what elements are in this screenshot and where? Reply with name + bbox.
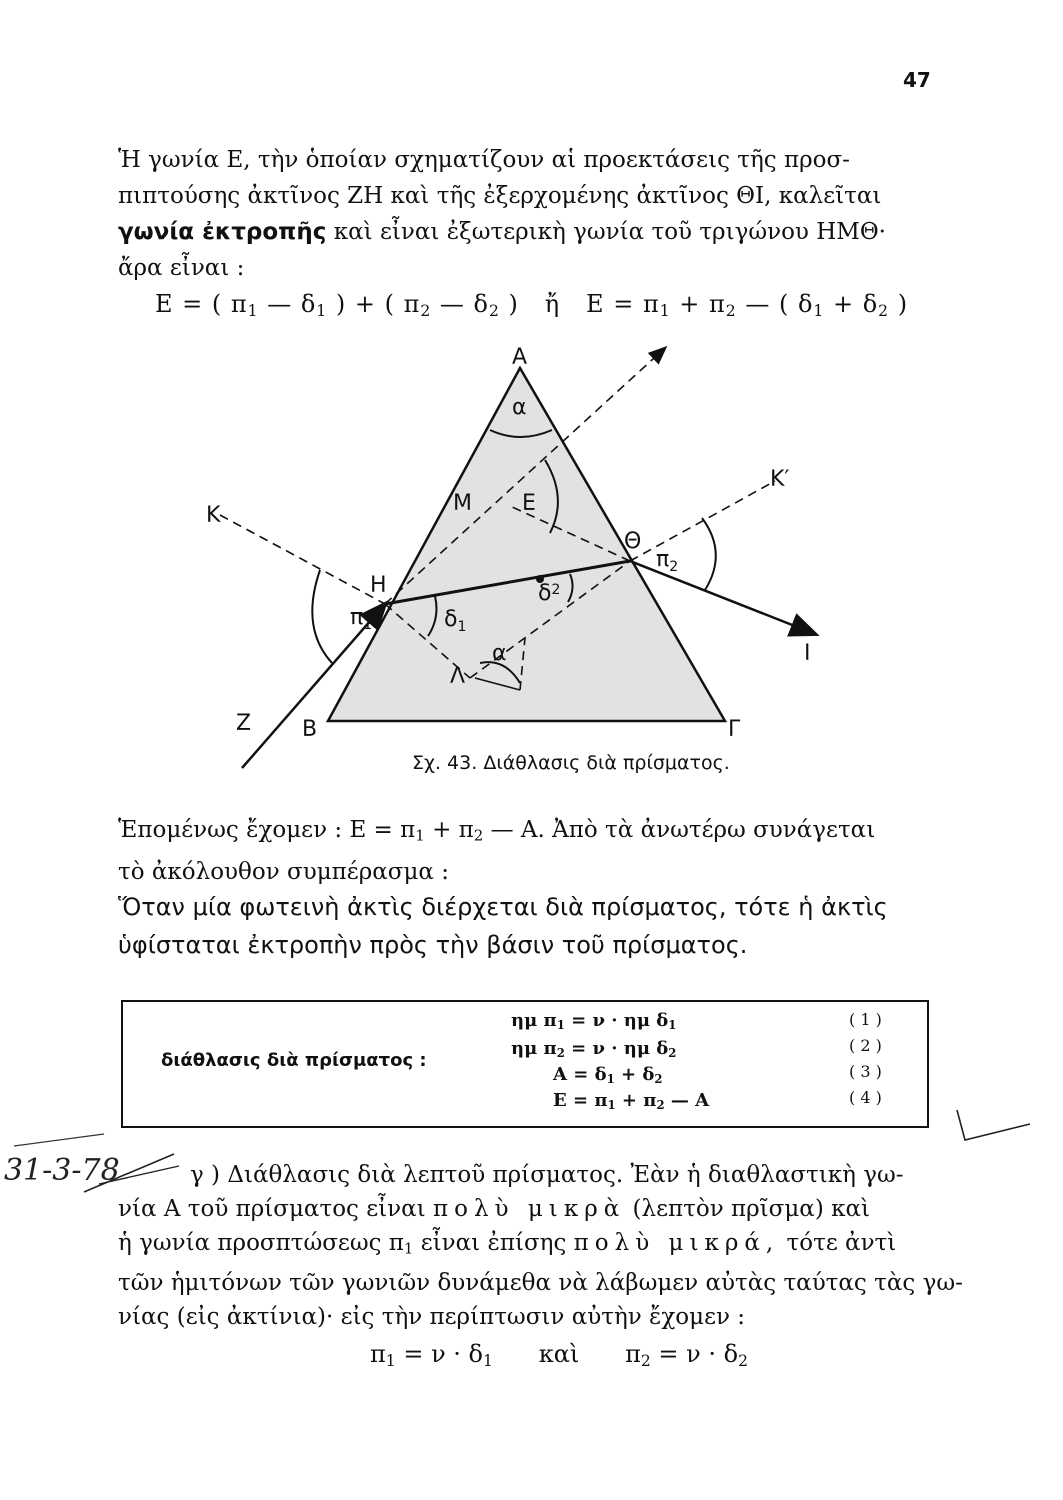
formula-sub: 1 [316,301,328,320]
pi1-subscript: 1 [363,617,373,633]
final-formula-text: = ν · δ [650,1340,739,1368]
point-k-label: Κ [206,503,221,528]
result-paragraph [118,812,875,890]
point-z-label: Ζ [236,711,252,736]
pi2-angle-arc [702,518,716,590]
eq-sub: 1 [668,1017,677,1032]
pi2-label [656,547,678,575]
eq-text: Ε = π [553,1090,608,1111]
eq-text: + δ [614,1064,655,1085]
conclusion-line-2: ὑφίσταται ἐκτροπὴν πρὸς τὴν βάσιν τοῦ πρίσματος. [118,931,748,959]
equation-number-2: ( 2 ) [849,1036,882,1055]
point-theta-label: Θ [624,529,642,554]
formula-sub: 2 [420,301,432,320]
result-text: — Α. Ἀπὸ τὰ ἀνωτέρω συνάγεται [483,817,876,843]
formula-part: — δ [258,290,317,318]
prism-diagram [190,338,840,778]
normal-line-k [220,515,385,604]
point-k-prime-label: Κ′ [770,467,790,492]
final-formula-text: = ν · δ [395,1340,483,1368]
conclusion-statement [118,888,888,964]
deviation-angle-label: Ε [522,491,536,516]
eq-sub: 1 [607,1097,616,1112]
formula-sub: 2 [878,301,890,320]
result-text: + π [424,817,474,843]
intro-line-2: πιπτούσης ἀκτῖνος ΖΗ καὶ τῆς ἐξερχομένης ἀκτῖνος ΘΙ, καλεῖται [118,183,882,209]
formula-sub: 2 [725,301,737,320]
final-formula-text: καὶ π [492,1340,641,1368]
normal-line-k-prime [630,481,775,561]
final-formula-sub: 1 [385,1351,396,1370]
pi2-subscript: 2 [669,559,679,575]
summary-label: διάθλασις διὰ πρίσματος : [161,1050,427,1071]
eq-text: ημ π [511,1010,557,1031]
formula-part: + δ [824,290,879,318]
vertex-b-label: Β [302,717,318,742]
pencil-check-mark-icon [945,1100,1035,1150]
lambda-angle-label: α [492,641,507,666]
eq-text: = ν · ημ δ [564,1038,669,1059]
equation-1 [511,1010,676,1032]
eq-sub: 2 [668,1045,677,1060]
formula-part: + π [670,290,726,318]
eq-text: + π [615,1090,657,1111]
formula-sub: 1 [247,301,259,320]
delta1-subscript: 1 [457,619,467,635]
equation-number-1: ( 1 ) [849,1010,882,1029]
formula-part: ) [889,290,909,318]
thin-prism-line-4: τῶν ἡμιτόνων τῶν γωνιῶν δυνάμεθα νὰ λάβωμεν αὐτὰς ταύτας τὰς γω- [118,1269,963,1296]
pi1-label [350,605,372,633]
intro-line-1: Ἡ γωνία Ε, τὴν ὁποίαν σχηματίζουν αἱ προεκτάσεις τῆς προσ- [118,147,850,173]
handwritten-date-text: 31-3-78 [4,1153,120,1188]
page-number: 47 [903,68,931,92]
eq-sub: 2 [656,1097,665,1112]
eq-sub: 2 [556,1045,565,1060]
thin-prism-text: τότε ἀντὶ [779,1230,897,1256]
thin-prism-line-1 [118,1158,963,1192]
eq-text: = ν · ημ δ [564,1010,669,1031]
equation-number-4: ( 4 ) [849,1088,882,1107]
vertex-a-label: Α [512,345,528,370]
delta1-symbol: δ [444,607,458,632]
delta2-subscript: 2 [551,582,561,598]
formula-summary-box [121,1000,929,1128]
thin-prism-line-2 [118,1192,963,1226]
prism-triangle [328,368,725,721]
emphasis-very-small: πολὺ μικρά, [573,1230,780,1256]
intro-line-3-rest: καὶ εἶναι ἐξωτερικὴ γωνία τοῦ τριγώνου ΗΜΘ· [326,219,886,245]
thin-prism-text: γ ) Διάθλασις διὰ λεπτοῦ πρίσματος. Ἐὰν ἡ διαθλαστικὴ γω- [190,1162,904,1188]
result-text: Ἑπομένως ἔχομεν : Ε = π [118,817,416,843]
equation-3 [553,1064,663,1086]
point-m-label: Μ [453,491,472,516]
apex-angle-label: α [512,395,527,420]
deviation-formula [155,290,908,320]
formula-sub: 2 [488,301,500,320]
formula-sub: 1 [659,301,671,320]
pi2-symbol: π [656,547,670,572]
vertex-g-label: Γ [728,717,741,742]
formula-part: ) + ( π [327,290,421,318]
thin-prism-sub: 1 [403,1239,414,1258]
pencil-stroke [14,1134,104,1146]
thin-prism-paragraph [118,1158,963,1334]
point-h-label: Η [370,573,387,598]
result-line-2: τὸ ἀκόλουθον συμπέρασμα : [118,858,449,885]
figure-caption: Σχ. 43. Διάθλασις διὰ πρίσματος. [412,752,730,774]
eq-text: Α = δ [553,1064,607,1085]
conclusion-line-1: Ὅταν μία φωτεινὴ ἀκτὶς διέρχεται διὰ πρίσματος, τότε ἡ ἀκτὶς [118,893,888,921]
thin-prism-line-5: νίας (εἰς ἀκτίνια)· εἰς τὴν περίπτωσιν αὐτὴν ἔχομεν : [118,1303,746,1330]
pi1-angle-arc [312,570,332,663]
result-sub: 2 [473,826,484,845]
eq-sub: 1 [556,1017,565,1032]
thin-prism-text: (λεπτὸν πρῖσμα) καὶ [625,1196,871,1222]
intro-line-3 [118,214,938,250]
point-i-label: Ι [804,641,811,666]
final-formula-text: π [370,1340,386,1368]
thin-prism-text: νία Α τοῦ πρίσματος εἶναι [118,1196,434,1222]
pi1-symbol: π [350,605,364,630]
intro-line-4: ἄρα εἶναι : [118,255,245,281]
final-formula-sub: 1 [483,1351,493,1370]
final-formula-sub: 2 [640,1351,651,1370]
formula-part: ) ἤ Ε = π [499,290,660,318]
emphasis-very-small: πολὺ μικρὰ [433,1196,626,1222]
equation-number-3: ( 3 ) [849,1062,882,1081]
equation-2 [511,1038,676,1060]
thin-prism-text: εἶναι ἐπίσης [413,1230,574,1256]
equation-4 [553,1090,709,1112]
eq-sub: 2 [654,1071,663,1086]
formula-part: Ε = ( π [155,290,248,318]
deviation-angle-term: γωνία ἐκτροπῆς [118,219,327,245]
final-formula-sub: 2 [738,1351,748,1370]
eq-sub: 1 [606,1071,615,1086]
result-sub: 1 [415,826,425,845]
thin-prism-line-3 [118,1226,963,1266]
formula-part: — ( δ [736,290,814,318]
formula-part: — δ [431,290,489,318]
intro-paragraph [118,142,938,286]
point-lambda-label: Λ [450,664,466,689]
result-line-1 [118,812,875,854]
thin-prism-text: ἡ γωνία προσπτώσεως π [118,1230,404,1256]
delta2-symbol: δ [538,581,552,606]
eq-text: ημ π [511,1038,557,1059]
thin-prism-formula [370,1340,748,1370]
formula-sub: 1 [813,301,825,320]
eq-text: — Α [664,1090,710,1111]
